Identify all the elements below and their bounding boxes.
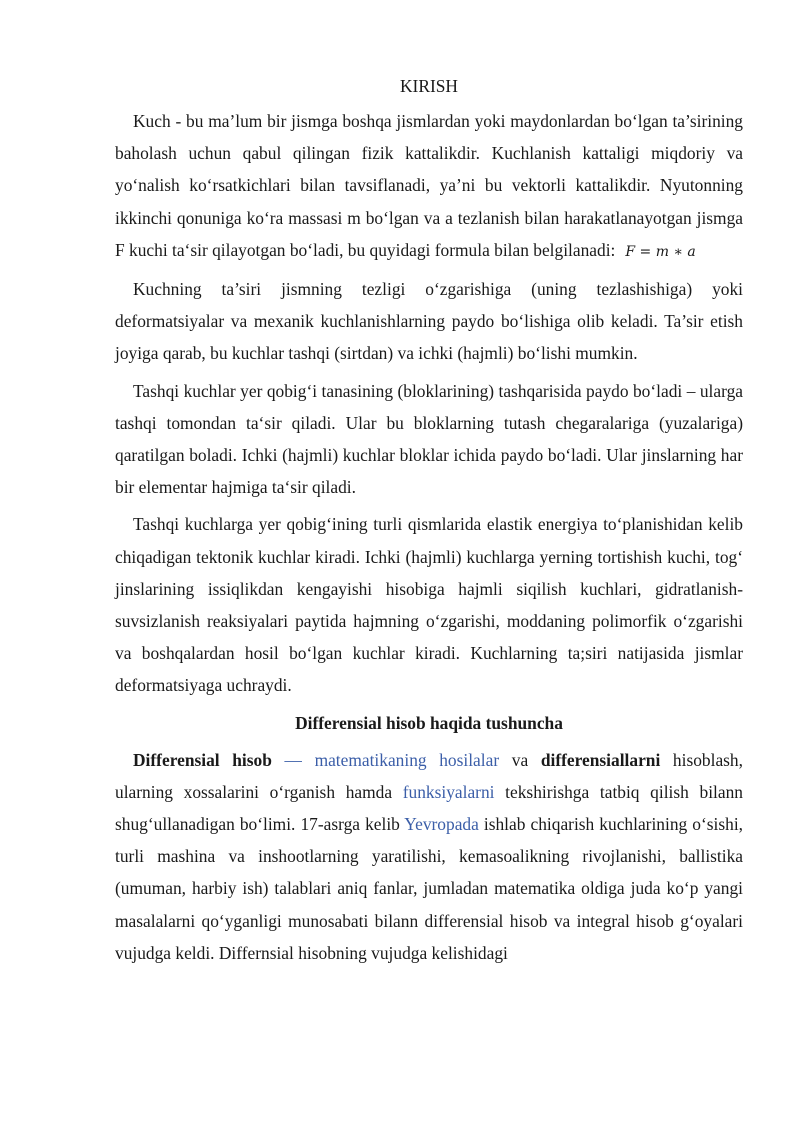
paragraph-4: Tashqi kuchlarga yer qobig‘ining turli qismlarida elastik energiya to‘planishidan kelib chiqadigan tektonik kuchlar kiradi. Ichki (hajmli) kuchlarga yerning tortishish kuchi, tog‘ jinslarining issiqlikdan kengayishi hisobiga hajmli siqilish kuchlari, gidratlanish-suvsizlanish reaksiyalari paytida hajmning o‘zgarishi, moddaning polimorfik o‘zgarishi va boshqalardan hosil bo‘lgan kuchlar kiradi. Kuchlarning ta;siri natijasida jismlar deformatsiyaga uchraydi. xyxy=(115,514,743,696)
page-title: KIRISH xyxy=(400,76,458,96)
term-differensiallarni: differensiallarni xyxy=(540,749,661,770)
paragraph-1 xyxy=(115,105,743,268)
em-dash: — xyxy=(271,749,315,770)
text-va: va xyxy=(499,749,541,770)
term-differensial-hisob: Differensial hisob xyxy=(133,749,272,770)
paragraph-2: Kuchning ta’siri jismning tezligi o‘zgarishiga (uning tezlashishiga) yoki deformatsiyalar va mexanik kuchlanishlarning paydo bo‘lishiga olib keladi. Ta’sir etish joyiga qarab, bu kuchlar tashqi (sirtdan) va ichki (hajmli) bo‘lishi mumkin. xyxy=(115,279,743,364)
formula: F = m ∗ a xyxy=(625,243,696,260)
link-funksiyalarni[interactable]: funksiyalarni xyxy=(402,781,495,802)
section-heading: Differensial hisob haqida tushuncha xyxy=(295,712,563,733)
text-ishlab-chiqarish: ishlab chiqarish kuchlarining o‘sishi, turli mashina va inshootlarning yaratilishi, kemasoalikning rivojlanishi, ballistika (umuman, harbiy ish) talablari aniq fanlar, jumladan matematika oldiga juda ko‘p yangi masalalarni qo‘yganligi munosabati bilann differensial hisob va integral hisob g‘oyalari vujudga keldi. Differnsial hisobning vujudga kelishidagi xyxy=(115,814,743,963)
paragraph-3: Tashqi kuchlar yer qobig‘i tanasining (bloklarining) tashqarisida paydo bo‘ladi – ularga tashqi tomondan ta‘sir qiladi. Ular bu bloklarning tutash chegaralariga (yuzalariga) qaratilgan boladi. Ichki (hajmli) kuchlar bloklar ichida paydo bo‘ladi. Ular jinslarning har bir elementar hajmiga ta‘sir qiladi. xyxy=(115,380,743,498)
text-hisoblash: hisoblash, ularning xossalarini o‘rganish hamda xyxy=(115,749,743,802)
paragraph-5 xyxy=(115,744,743,969)
text-tekshirishga: tekshirishga tatbiq qilish bilann shug‘ullanadigan bo‘limi. 17-asrga kelib xyxy=(115,781,743,835)
link-matematikaning-hosilalar[interactable]: matematikaning hosilalar xyxy=(314,749,500,770)
paragraph-1-text: Kuch - bu ma’lum bir jismga boshqa jismlardan yoki maydonlardan bo‘lgan ta’sirining baholash uchun qabul qilingan fizik kattalikdir. Kuchlanish kattaligi miqdoriy va yo‘nalish ko‘rsatkichlari bilan tavsiflanadi, ya’ni bu vektorli kattalikdir. Nyutonning ikkinchi qonuniga ko‘ra massasi m bo‘lgan va a tezlanish bilan harakatlanayotgan jismga F kuchi ta‘sir qilayotgan bo‘ladi, bu quyidagi formula bilan belgilanadi: xyxy=(115,111,743,260)
link-yevropada[interactable]: Yevropada xyxy=(404,814,479,835)
